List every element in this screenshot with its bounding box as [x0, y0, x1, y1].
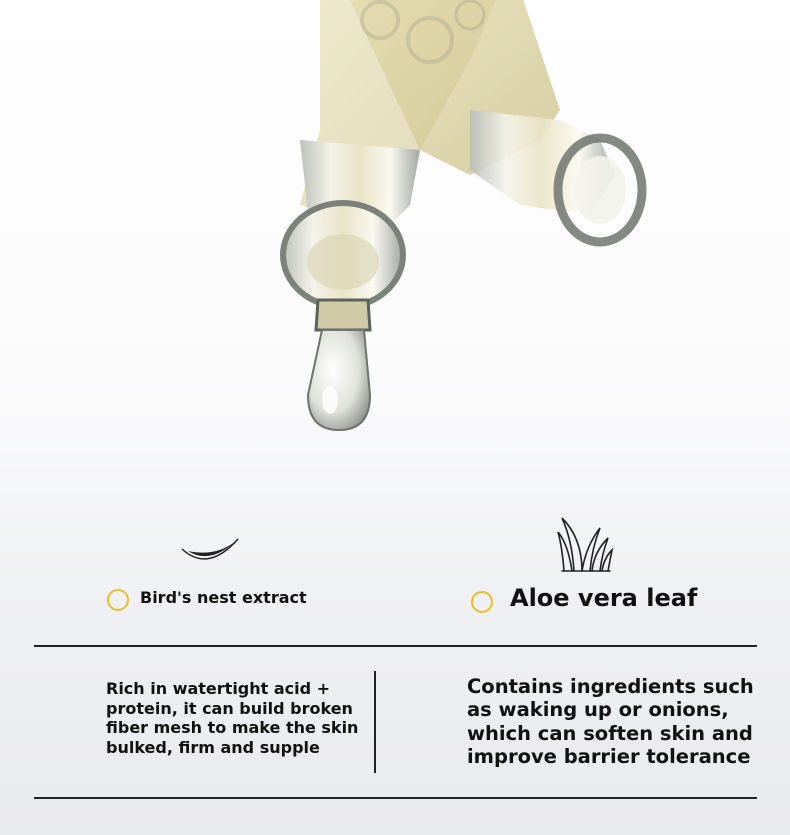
ingredient-title: Bird's nest extract: [140, 588, 307, 607]
top-divider: [34, 645, 757, 647]
ingredient-title: Aloe vera leaf: [510, 584, 698, 612]
bullet-icon: [471, 591, 493, 613]
bottom-divider: [34, 797, 757, 799]
bullet-icon: [107, 589, 129, 611]
column-divider: [374, 671, 376, 773]
aloe-leaf-icon: [556, 516, 614, 574]
birds-nest-icon: [180, 535, 240, 567]
ingredient-description: Contains ingredients such as waking up or onions, which can soften skin and improve barrier tolerance: [467, 675, 754, 769]
serum-drop: [308, 330, 370, 430]
ingredient-description: Rich in watertight acid + protein, it can build broken fiber mesh to make the skin bulked, firm and supple: [106, 679, 359, 757]
